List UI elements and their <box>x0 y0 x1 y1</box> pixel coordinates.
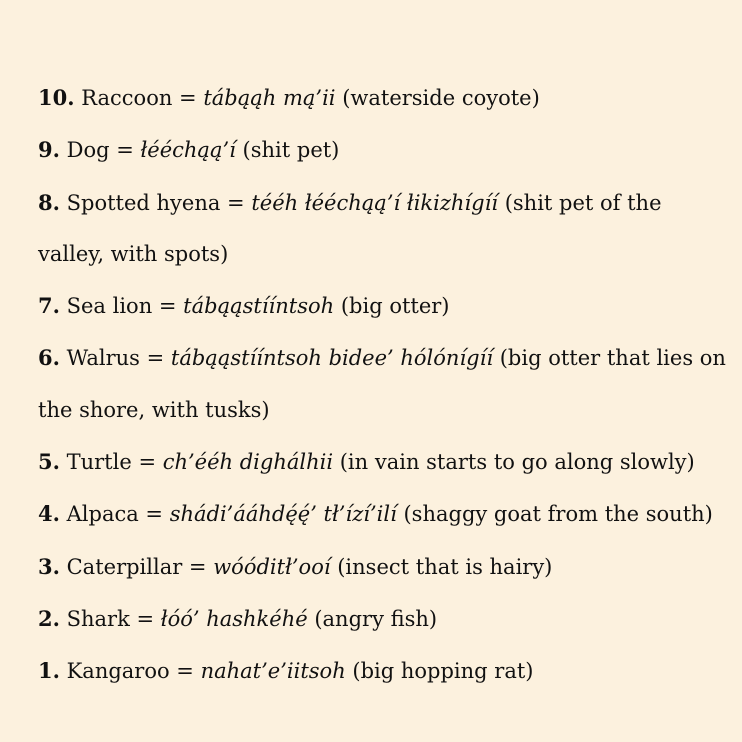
native-name: tábąąstííntsoh bidee’ hólónígíí <box>170 346 494 371</box>
entry-number: 3. <box>38 553 60 579</box>
list-item <box>38 332 728 436</box>
entry-number: 1. <box>38 658 60 684</box>
literal-meaning: (big otter) <box>334 294 450 319</box>
entry-number: 8. <box>38 189 60 215</box>
native-name: ch’ééh dighálhii <box>162 450 334 475</box>
literal-meaning: (big hopping rat) <box>345 659 534 684</box>
list-item <box>38 541 728 593</box>
english-name: Alpaca = <box>59 502 170 527</box>
english-name: Dog = <box>59 138 141 163</box>
literal-meaning: (in vain starts to go along slowly) <box>333 450 695 475</box>
native-name: łóó’ hashkéhé <box>160 606 308 631</box>
list-item <box>38 280 728 332</box>
entry-number: 5. <box>38 449 60 475</box>
animal-names-list <box>38 72 728 698</box>
english-name: Sea lion = <box>59 294 184 319</box>
english-name: Turtle = <box>59 450 163 475</box>
entry-number: 6. <box>38 345 60 371</box>
native-name: nahat’e’iitsoh <box>200 659 346 684</box>
entry-number: 2. <box>38 605 60 631</box>
english-name: Raccoon = <box>74 86 204 110</box>
list-item <box>38 645 728 697</box>
literal-meaning: (shit pet of the valley, with spots) <box>38 190 662 266</box>
literal-meaning: (big otter that lies on the shore, with tusks) <box>38 346 726 422</box>
native-name: wóóditł’ooí <box>213 554 331 579</box>
literal-meaning: (shit pet) <box>235 138 340 163</box>
list-item <box>38 488 728 540</box>
english-name: Shark = <box>59 606 161 631</box>
native-name: łééchąą’í <box>140 138 236 163</box>
literal-meaning: (shaggy goat from the south) <box>396 502 713 527</box>
list-item <box>38 72 728 124</box>
list-item <box>38 593 728 645</box>
english-name: Kangaroo = <box>59 659 201 684</box>
english-name: Caterpillar = <box>59 554 214 579</box>
list-item <box>38 436 728 488</box>
literal-meaning: (angry fish) <box>307 606 438 631</box>
english-name: Walrus = <box>59 346 171 371</box>
english-name: Spotted hyena = <box>59 190 252 215</box>
entry-number: 9. <box>38 137 60 163</box>
list-item <box>38 177 728 281</box>
native-name: tábąąh mą’ii <box>203 86 336 110</box>
literal-meaning: (waterside coyote) <box>335 86 540 110</box>
native-name: tábąąstííntsoh <box>183 294 335 319</box>
entry-number: 10. <box>38 85 75 110</box>
native-name: tééh łééchąą’í łikizhígíí <box>251 190 499 215</box>
entry-number: 4. <box>38 501 60 527</box>
list-item <box>38 124 728 176</box>
literal-meaning: (insect that is hairy) <box>330 554 553 579</box>
entry-number: 7. <box>38 293 60 319</box>
native-name: shádi’ááhdę́ę́’ tł’ízí’ilí <box>169 502 397 527</box>
